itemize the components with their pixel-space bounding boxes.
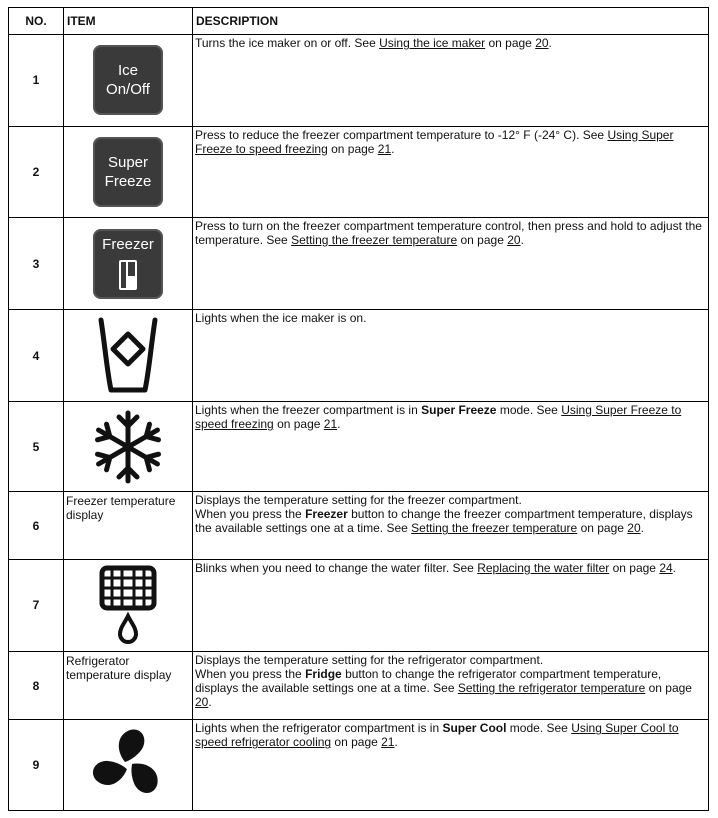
button-label-line2: Freeze xyxy=(104,172,152,190)
xref-link[interactable]: Setting the freezer temperature xyxy=(291,233,458,248)
button-label-line2: On/Off xyxy=(106,81,150,99)
control-panel-table xyxy=(8,7,709,811)
desc-text: Lights when the freezer compartment is in xyxy=(195,402,422,417)
page-link[interactable]: 20 xyxy=(627,521,641,536)
table-row xyxy=(9,559,709,651)
fridge-icon xyxy=(119,260,137,290)
description-cell xyxy=(193,559,709,651)
ice-maker-on-icon xyxy=(95,316,161,396)
table-row xyxy=(9,492,709,559)
page-link[interactable]: 20 xyxy=(535,36,549,51)
desc-text: on page xyxy=(609,560,660,575)
button-label-line1: Ice xyxy=(117,62,138,80)
bold-term: Super Cool xyxy=(442,721,507,736)
description-cell xyxy=(193,652,709,720)
xref-link[interactable]: Setting the freezer temperature xyxy=(411,521,578,536)
desc-text: on page xyxy=(457,233,508,248)
row-number: 6 xyxy=(9,492,64,559)
desc-line: Displays the temperature setting for the refrigerator compartment. xyxy=(195,653,544,668)
freezer-button xyxy=(93,229,163,299)
desc-text: Lights when the refrigerator compartment is in xyxy=(195,721,443,736)
description-cell xyxy=(193,720,709,811)
row-number: 2 xyxy=(9,126,64,217)
xref-link[interactable]: Using Super Cool to speed refrigerator cooling xyxy=(195,721,679,750)
item-cell xyxy=(64,720,193,811)
button-label-line1: Super xyxy=(107,153,149,171)
desc-text: . xyxy=(672,560,677,575)
desc-text: Blinks when you need to change the water filter. See xyxy=(195,560,478,575)
xref-link[interactable]: Replacing the water filter xyxy=(477,560,610,575)
header-description: DESCRIPTION xyxy=(193,8,709,35)
xref-link[interactable]: Using the ice maker xyxy=(379,36,486,51)
row-number: 9 xyxy=(9,720,64,811)
row-number: 4 xyxy=(9,310,64,401)
item-cell xyxy=(64,401,193,491)
desc-text: . xyxy=(640,521,644,536)
description-cell xyxy=(193,401,709,491)
row-number: 1 xyxy=(9,35,64,126)
row-number: 5 xyxy=(9,401,64,491)
xref-link[interactable]: Using Super Freeze to speed freezing xyxy=(195,127,674,156)
water-filter-icon xyxy=(98,564,158,646)
desc-text: on page xyxy=(327,141,378,156)
desc-text: Lights when the ice maker is on. xyxy=(195,311,367,326)
row-number: 3 xyxy=(9,218,64,310)
desc-text: Turns the ice maker on or off. See xyxy=(195,36,380,51)
header-no: NO. xyxy=(9,8,64,35)
desc-text: mode. See xyxy=(496,402,562,417)
description-cell xyxy=(193,35,709,126)
table-row xyxy=(9,652,709,720)
table-row xyxy=(9,35,709,126)
page-link[interactable]: 20 xyxy=(195,695,209,710)
table-row xyxy=(9,720,709,811)
desc-text: . xyxy=(394,735,398,750)
page-link[interactable]: 21 xyxy=(323,416,338,431)
page-link[interactable]: 24 xyxy=(659,560,673,575)
desc-text: on page xyxy=(273,416,324,431)
item-cell xyxy=(64,126,193,217)
item-text: Refrigerator temperature display xyxy=(64,652,193,720)
bold-term: Freezer xyxy=(305,507,348,522)
desc-text: . xyxy=(520,233,524,248)
table-header-row xyxy=(9,8,709,35)
desc-text: When you press the xyxy=(195,507,306,522)
xref-link[interactable]: Setting the refrigerator temperature xyxy=(457,681,646,696)
description-cell xyxy=(193,492,709,559)
page-link[interactable]: 21 xyxy=(377,141,392,156)
item-cell xyxy=(64,218,193,310)
item-cell xyxy=(64,310,193,401)
desc-text: on page xyxy=(577,521,628,536)
desc-line: Displays the temperature setting for the freezer compartment. xyxy=(195,493,522,508)
description-cell xyxy=(193,126,709,217)
desc-text: Press to turn on the freezer compartment temperature control, then press and hold to adjust the temperature. See xyxy=(195,219,702,248)
desc-text: . xyxy=(548,36,552,51)
table-row xyxy=(9,310,709,401)
description-cell xyxy=(193,218,709,310)
desc-text: . xyxy=(391,141,395,156)
fan-icon xyxy=(90,727,166,803)
item-cell xyxy=(64,35,193,126)
row-number: 8 xyxy=(9,652,64,720)
table-row xyxy=(9,126,709,217)
desc-text: . xyxy=(337,416,341,431)
header-item: ITEM xyxy=(64,8,193,35)
table-row xyxy=(9,401,709,491)
snowflake-icon xyxy=(88,407,168,487)
desc-text: button to change the refrigerator compartment temperature, displays the available settings one at a time. See xyxy=(195,667,662,696)
desc-text: on page xyxy=(645,681,692,696)
page-link[interactable]: 20 xyxy=(507,233,521,248)
desc-text: on page xyxy=(485,36,536,51)
ice-on-off-button xyxy=(93,45,163,115)
desc-text: . xyxy=(208,695,212,710)
super-freeze-button xyxy=(93,137,163,207)
desc-text: When you press the xyxy=(195,667,306,682)
xref-link[interactable]: Using Super Freeze to speed freezing xyxy=(195,402,682,431)
button-label-line1: Freezer xyxy=(102,235,154,253)
desc-text: button to change the freezer compartment temperature, displays the available settings one at a time. See xyxy=(195,507,693,536)
row-number: 7 xyxy=(9,559,64,651)
item-cell xyxy=(64,559,193,651)
bold-term: Super Freeze xyxy=(421,402,497,417)
desc-text: on page xyxy=(331,735,382,750)
page-link[interactable]: 21 xyxy=(381,735,395,750)
bold-term: Fridge xyxy=(305,667,342,682)
description-cell xyxy=(193,310,709,401)
desc-text: mode. See xyxy=(506,721,572,736)
table-row xyxy=(9,218,709,310)
item-text: Freezer temperature display xyxy=(64,492,193,559)
desc-text: Press to reduce the freezer compartment temperature to -12° F (-24° C). See xyxy=(195,127,608,142)
